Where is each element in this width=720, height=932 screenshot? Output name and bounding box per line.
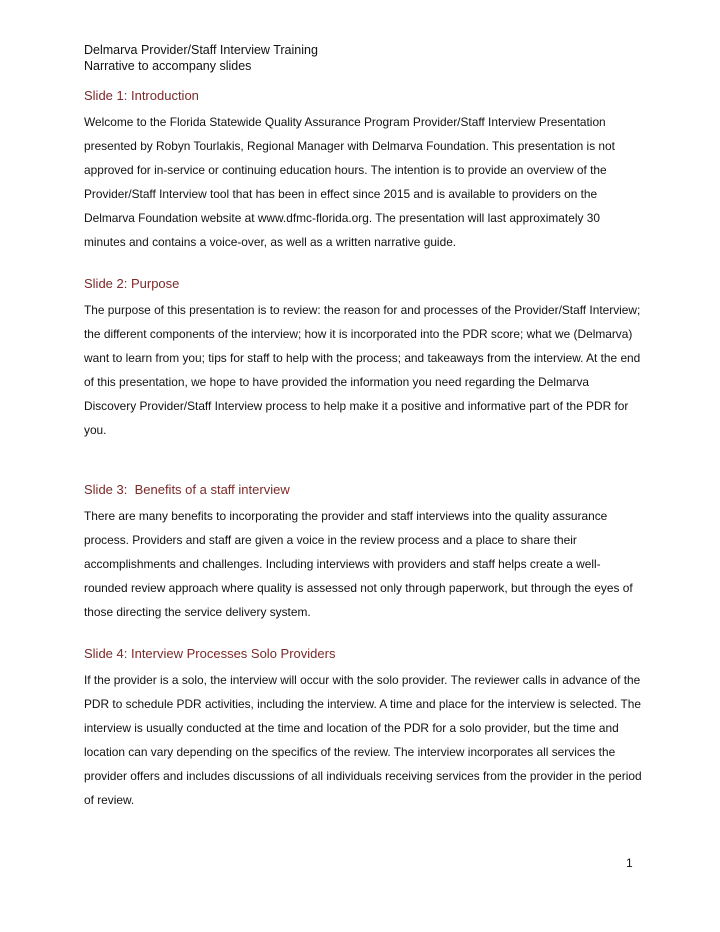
document-header <box>84 42 318 74</box>
section-paragraph: The purpose of this presentation is to review: the reason for and processes of the Provider/Staff Interview; the different components of the interview; how it is incorporated into the PDR score; what we (Delmarva) want to learn from you; tips for staff to help with the process; and takeaways from the interview. At the end of this presentation, we hope to have provided the information you need regarding the Delmarva Discovery Provider/Staff Interview process to help make it a positive and informative part of the PDR for you. <box>84 303 641 437</box>
section-slide-4 <box>84 644 644 812</box>
document-body <box>84 86 644 812</box>
section-paragraph: Welcome to the Florida Statewide Quality Assurance Program Provider/Staff Interview Presentation presented by Robyn Tourlakis, Regional Manager with Delmarva Foundation. This presentation is not approved for in-service or continuing education hours. The intention is to provide an overview of the Provider/Staff Interview tool that has been in effect since 2015 and is available to providers on the Delmarva Foundation website at www.dfmc-florida.org. The presentation will last approximately 30 minutes and contains a voice-over, as well as a written narrative guide. <box>84 115 615 249</box>
section-paragraph: There are many benefits to incorporating the provider and staff interviews into the quality assurance process. Providers and staff are given a voice in the review process and a place to share their accomplishments and challenges. Including interviews with providers and staff helps create a well-rounded review approach where quality is assessed not only through paperwork, but through the eyes of those directing the service delivery system. <box>84 509 633 619</box>
section-paragraph: If the provider is a solo, the interview will occur with the solo provider. The reviewer calls in advance of the PDR to schedule PDR activities, including the interview. A time and place for the interview is selected. The interview is usually conducted at the time and location of the PDR for a solo provider, but the time and location can vary depending on the specifics of the review. The interview incorporates all services the provider offers and includes discussions of all individuals receiving services from the provider in the period of review. <box>84 673 642 807</box>
section-slide-2 <box>84 274 644 442</box>
section-slide-1 <box>84 86 644 254</box>
section-heading: Slide 2: Purpose <box>84 276 180 291</box>
section-heading: Slide 1: Introduction <box>84 88 199 103</box>
section-heading: Slide 4: Interview Processes Solo Providers <box>84 646 336 661</box>
section-slide-3 <box>84 480 644 624</box>
section-heading: Slide 3: Benefits of a staff interview <box>84 482 290 497</box>
header-title: Delmarva Provider/Staff Interview Training <box>84 43 318 57</box>
header-subtitle: Narrative to accompany slides <box>84 59 252 73</box>
page-number: 1 <box>626 856 633 870</box>
